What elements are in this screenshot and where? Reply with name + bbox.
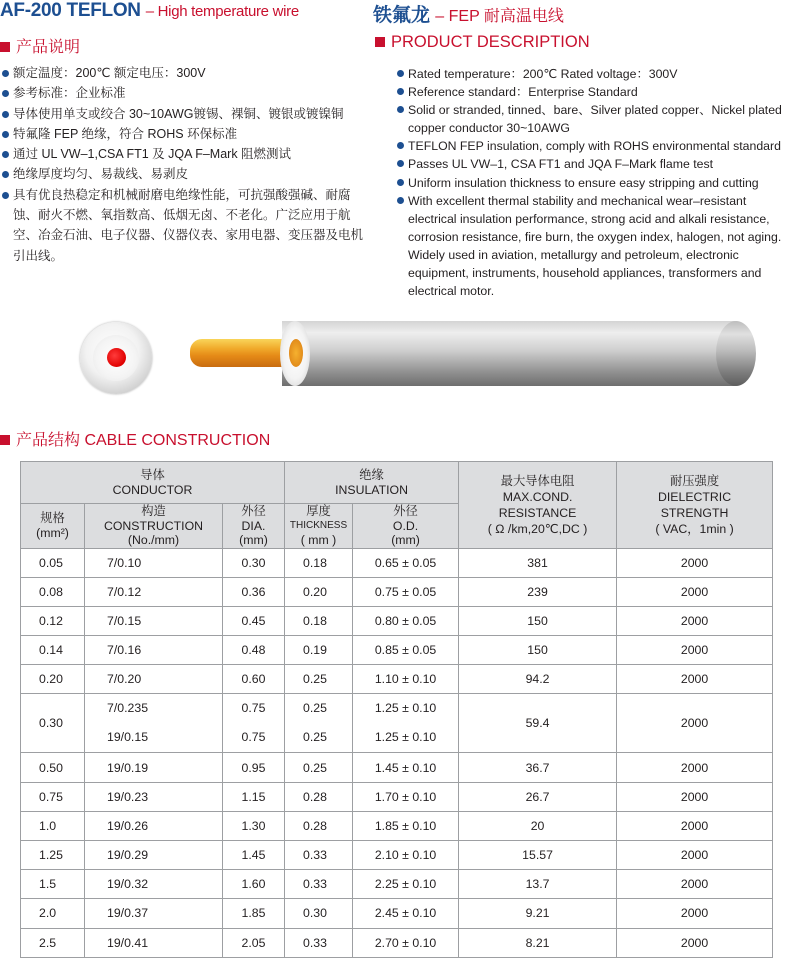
cell-construction: 7/0.235 19/0.15: [85, 694, 223, 753]
cell-outer-diameter: 2.10 ± 0.10: [353, 841, 459, 870]
cell-diameter: 0.36: [223, 577, 285, 606]
cell-construction: 19/0.23: [85, 782, 223, 811]
cell-spec: 2.5: [21, 928, 85, 957]
model-name: AF-200 TEFLON: [0, 0, 141, 21]
section-heading-desc-cn: 产品说明: [0, 34, 80, 57]
cell-diameter: 1.15: [223, 782, 285, 811]
cell-outer-diameter: 0.80 ± 0.05: [353, 606, 459, 635]
cell-dielectric: 2000: [617, 782, 773, 811]
table-row: [21, 606, 773, 635]
cell-dielectric: 2000: [617, 899, 773, 928]
cell-dielectric: 2000: [617, 928, 773, 957]
wire-cross-section: [80, 322, 152, 394]
model-description: – High temperature wire: [145, 3, 299, 20]
section-heading-construction: 产品结构 CABLE CONSTRUCTION: [0, 427, 270, 450]
cell-diameter: 0.75 0.75: [223, 694, 285, 753]
table-row: [21, 665, 773, 694]
cable-construction-table: [20, 461, 773, 958]
cn-name: 铁氟龙: [373, 5, 431, 26]
cell-dielectric: 2000: [617, 577, 773, 606]
cell-resistance: 26.7: [459, 782, 617, 811]
conductor-core: [107, 348, 126, 367]
cell-spec: 0.14: [21, 636, 85, 665]
cell-construction: 7/0.12: [85, 577, 223, 606]
table-row: [21, 694, 773, 753]
cell-thickness: 0.28: [285, 811, 353, 840]
cell-thickness: 0.18: [285, 606, 353, 635]
cell-dielectric: 2000: [617, 636, 773, 665]
table-row: [21, 841, 773, 870]
cell-diameter: 0.48: [223, 636, 285, 665]
feature-item: With excellent thermal stability and mechanical wear–resistant electrical insulation performance, strong acid and alkali resistance, corrosion resistance, fire burn, the oxygen index, halogen, not aging. Widely used in aviation, metallurgy and petroleum, electronic equipment, instruments, household appliances, transformers and electrical motor.: [395, 192, 792, 301]
cell-construction: 19/0.26: [85, 811, 223, 840]
cell-spec: 0.75: [21, 782, 85, 811]
cell-outer-diameter: 2.25 ± 0.10: [353, 870, 459, 899]
cell-dielectric: 2000: [617, 811, 773, 840]
cell-thickness: 0.25 0.25: [285, 694, 353, 753]
cell-diameter: 0.30: [223, 548, 285, 577]
cell-resistance: 13.7: [459, 870, 617, 899]
cell-construction: 19/0.37: [85, 899, 223, 928]
features-list-en: [395, 65, 792, 300]
feature-item: TEFLON FEP insulation, comply with ROHS environmental standard: [395, 137, 792, 155]
header-thickness: 厚度 THICKNESS ( mm ): [285, 504, 353, 549]
cell-resistance: 239: [459, 577, 617, 606]
cell-resistance: 59.4: [459, 694, 617, 753]
table-row: [21, 548, 773, 577]
cell-thickness: 0.30: [285, 899, 353, 928]
cell-outer-diameter: 0.75 ± 0.05: [353, 577, 459, 606]
cell-diameter: 0.45: [223, 606, 285, 635]
header-spec: 规格 (mm²): [21, 504, 85, 549]
cell-spec: 1.5: [21, 870, 85, 899]
cell-thickness: 0.33: [285, 870, 353, 899]
feature-item: Rated temperature：200℃ Rated voltage：300V: [395, 65, 792, 83]
cell-construction: 7/0.20: [85, 665, 223, 694]
header-dielectric-strength: 耐压强度 DIELECTRIC STRENGTH ( VAC，1min ): [617, 462, 773, 549]
feature-item: 额定温度：200℃ 额定电压：300V: [0, 63, 370, 83]
header-construction: 构造 CONSTRUCTION (No./mm): [85, 504, 223, 549]
cell-spec: 0.08: [21, 577, 85, 606]
feature-item: 具有优良热稳定和机械耐磨电绝缘性能，可抗强酸强碱、耐腐蚀、耐火不燃、氧指数高、低烟无卤、不老化。广泛应用于航空、冶金石油、电子仪器、仪器仪表、家用电器、变压器及电机引出线。: [0, 185, 370, 266]
cell-outer-diameter: 0.85 ± 0.05: [353, 636, 459, 665]
cell-resistance: 36.7: [459, 753, 617, 782]
feature-item: 参考标准：企业标准: [0, 83, 370, 103]
feature-item: Reference standard：Enterprise Standard: [395, 83, 792, 101]
header-outer-diameter: 外径 O.D. (mm): [353, 504, 459, 549]
table-row: [21, 928, 773, 957]
cell-thickness: 0.19: [285, 636, 353, 665]
cell-outer-diameter: 1.10 ± 0.10: [353, 665, 459, 694]
cell-diameter: 1.30: [223, 811, 285, 840]
table-row: [21, 782, 773, 811]
cell-resistance: 94.2: [459, 665, 617, 694]
table-row: [21, 870, 773, 899]
cell-dielectric: 2000: [617, 753, 773, 782]
product-title-cn: [373, 0, 564, 27]
table-row: [21, 636, 773, 665]
cell-spec: 1.25: [21, 841, 85, 870]
square-bullet-icon: [0, 42, 10, 52]
feature-item: 特氟隆 FEP 绝缘，符合 ROHS 环保标准: [0, 124, 370, 144]
cell-construction: 7/0.15: [85, 606, 223, 635]
cell-diameter: 2.05: [223, 928, 285, 957]
cell-dielectric: 2000: [617, 841, 773, 870]
cell-construction: 7/0.10: [85, 548, 223, 577]
cell-resistance: 9.21: [459, 899, 617, 928]
cell-outer-diameter: 1.25 ± 0.10 1.25 ± 0.10: [353, 694, 459, 753]
feature-item: Uniform insulation thickness to ensure easy stripping and cutting: [395, 174, 792, 192]
table-row: [21, 577, 773, 606]
cell-thickness: 0.25: [285, 665, 353, 694]
cell-thickness: 0.33: [285, 928, 353, 957]
cell-thickness: 0.20: [285, 577, 353, 606]
cell-thickness: 0.28: [285, 782, 353, 811]
header-diameter: 外径 DIA. (mm): [223, 504, 285, 549]
wire-jacket-end: [716, 321, 756, 386]
header-resistance: 最大导体电阻 MAX.COND. RESISTANCE ( Ω /km,20℃,DC ): [459, 462, 617, 549]
cell-construction: 19/0.29: [85, 841, 223, 870]
header-conductor: 导体 CONDUCTOR: [21, 462, 285, 504]
wire-jacket: [282, 321, 738, 386]
cell-resistance: 20: [459, 811, 617, 840]
cell-diameter: 1.85: [223, 899, 285, 928]
cell-spec: 0.12: [21, 606, 85, 635]
product-title: [0, 0, 299, 22]
cell-spec: 0.50: [21, 753, 85, 782]
cell-outer-diameter: 1.85 ± 0.10: [353, 811, 459, 840]
cell-diameter: 0.60: [223, 665, 285, 694]
cell-resistance: 381: [459, 548, 617, 577]
cell-construction: 19/0.41: [85, 928, 223, 957]
cell-outer-diameter: 2.70 ± 0.10: [353, 928, 459, 957]
cell-thickness: 0.25: [285, 753, 353, 782]
table-row: [21, 899, 773, 928]
cell-thickness: 0.33: [285, 841, 353, 870]
cn-description: – FEP 耐高温电线: [435, 8, 564, 25]
cell-thickness: 0.18: [285, 548, 353, 577]
table-row: [21, 811, 773, 840]
cell-construction: 7/0.16: [85, 636, 223, 665]
cell-diameter: 0.95: [223, 753, 285, 782]
cell-dielectric: 2000: [617, 548, 773, 577]
cell-diameter: 1.60: [223, 870, 285, 899]
cell-resistance: 15.57: [459, 841, 617, 870]
cell-outer-diameter: 1.45 ± 0.10: [353, 753, 459, 782]
cell-outer-diameter: 0.65 ± 0.05: [353, 548, 459, 577]
cell-spec: 1.0: [21, 811, 85, 840]
cell-dielectric: 2000: [617, 870, 773, 899]
cell-resistance: 8.21: [459, 928, 617, 957]
cell-outer-diameter: 2.45 ± 0.10: [353, 899, 459, 928]
cell-dielectric: 2000: [617, 694, 773, 753]
table-row: [21, 753, 773, 782]
square-bullet-icon: [0, 435, 10, 445]
feature-item: 通过 UL VW–1,CSA FT1 及 JQA F–Mark 阻燃测试: [0, 144, 370, 164]
cell-outer-diameter: 1.70 ± 0.10: [353, 782, 459, 811]
wire-conductor-exit: [289, 339, 303, 367]
cell-dielectric: 2000: [617, 606, 773, 635]
features-list-cn: [0, 63, 370, 266]
square-bullet-icon: [375, 37, 385, 47]
cell-resistance: 150: [459, 636, 617, 665]
feature-item: 导体使用单支或绞合 30~10AWG镀锡、裸铜、镀银或镀镍铜: [0, 104, 370, 124]
feature-item: Passes UL VW–1, CSA FT1 and JQA F–Mark flame test: [395, 155, 792, 173]
cell-construction: 19/0.32: [85, 870, 223, 899]
section-heading-desc-en: PRODUCT DESCRIPTION: [375, 33, 590, 52]
cell-resistance: 150: [459, 606, 617, 635]
cell-diameter: 1.45: [223, 841, 285, 870]
feature-item: Solid or stranded, tinned、bare、Silver plated copper、Nickel plated copper conductor 30~10AWG: [395, 101, 792, 137]
feature-item: 绝缘厚度均匀、易裁线、易剥皮: [0, 164, 370, 184]
cell-construction: 19/0.19: [85, 753, 223, 782]
cell-spec: 2.0: [21, 899, 85, 928]
wire-conductor: [190, 339, 292, 367]
header-insulation: 绝缘 INSULATION: [285, 462, 459, 504]
cell-spec: 0.05: [21, 548, 85, 577]
cell-spec: 0.20: [21, 665, 85, 694]
cell-dielectric: 2000: [617, 665, 773, 694]
cell-spec: 0.30: [21, 694, 85, 753]
